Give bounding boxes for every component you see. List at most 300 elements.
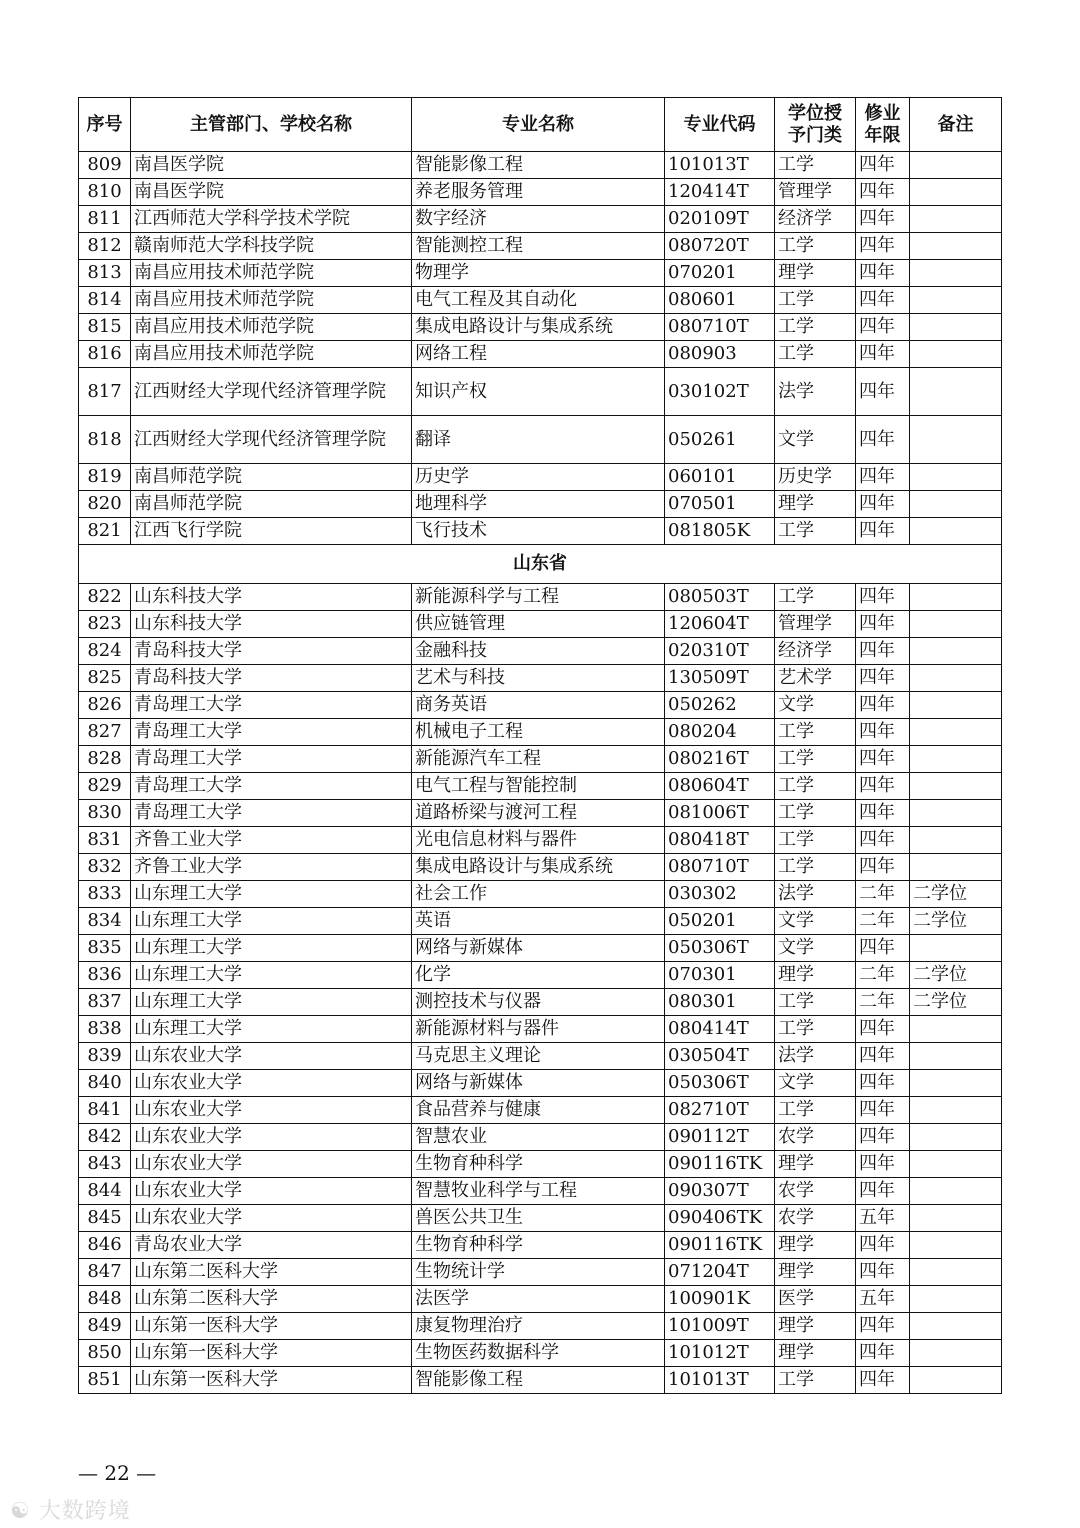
cell-note [910,314,1002,341]
cell-major: 金融科技 [412,638,665,665]
cell-no: 827 [79,719,131,746]
cell-major: 知识产权 [412,368,665,416]
table-row [79,800,1002,827]
cell-degree: 工学 [775,584,856,611]
cell-degree: 工学 [775,827,856,854]
cell-years: 四年 [856,416,910,464]
cell-code: 090307T [665,1178,775,1205]
cell-major: 道路桥梁与渡河工程 [412,800,665,827]
cell-years: 四年 [856,800,910,827]
cell-school: 赣南师范大学科技学院 [131,233,412,260]
cell-note [910,773,1002,800]
cell-school: 南昌应用技术师范学院 [131,314,412,341]
cell-degree: 文学 [775,416,856,464]
cell-major: 物理学 [412,260,665,287]
cell-degree: 理学 [775,1340,856,1367]
table-row [79,152,1002,179]
cell-degree: 理学 [775,1151,856,1178]
cell-no: 818 [79,416,131,464]
cell-major: 网络工程 [412,341,665,368]
cell-degree: 法学 [775,368,856,416]
cell-school: 江西飞行学院 [131,518,412,545]
cell-school: 山东理工大学 [131,935,412,962]
cell-no: 834 [79,908,131,935]
cell-note [910,1151,1002,1178]
cell-code: 130509T [665,665,775,692]
cell-note: 二学位 [910,989,1002,1016]
cell-code: 120604T [665,611,775,638]
cell-degree: 医学 [775,1286,856,1313]
cell-major: 网络与新媒体 [412,1070,665,1097]
cell-note [910,746,1002,773]
header-years-line1: 修业 [864,102,901,124]
cell-major: 智慧农业 [412,1124,665,1151]
cell-note [910,935,1002,962]
cell-degree: 文学 [775,692,856,719]
header-years [856,98,910,152]
cell-major: 新能源材料与器件 [412,1016,665,1043]
cell-years: 四年 [856,935,910,962]
cell-no: 847 [79,1259,131,1286]
cell-major: 生物育种科学 [412,1151,665,1178]
cell-code: 030302 [665,881,775,908]
cell-degree: 工学 [775,152,856,179]
cell-degree: 经济学 [775,638,856,665]
cell-years: 四年 [856,773,910,800]
cell-school: 南昌应用技术师范学院 [131,260,412,287]
header-major: 专业名称 [412,98,665,152]
cell-no: 815 [79,314,131,341]
cell-note: 二学位 [910,962,1002,989]
cell-major: 集成电路设计与集成系统 [412,854,665,881]
cell-school: 南昌师范学院 [131,464,412,491]
table-row [79,1286,1002,1313]
cell-years: 四年 [856,665,910,692]
cell-school: 山东科技大学 [131,584,412,611]
cell-note [910,1070,1002,1097]
cell-code: 050261 [665,416,775,464]
cell-degree: 历史学 [775,464,856,491]
cell-note [910,827,1002,854]
cell-note [910,287,1002,314]
table-row [79,260,1002,287]
cell-code: 081006T [665,800,775,827]
cell-no: 838 [79,1016,131,1043]
cell-major: 智能影像工程 [412,152,665,179]
cell-degree: 工学 [775,287,856,314]
cell-years: 四年 [856,464,910,491]
cell-code: 020310T [665,638,775,665]
cell-school: 山东农业大学 [131,1124,412,1151]
cell-note [910,233,1002,260]
cell-note [910,464,1002,491]
cell-no: 833 [79,881,131,908]
cell-no: 819 [79,464,131,491]
cell-degree: 管理学 [775,179,856,206]
cell-no: 809 [79,152,131,179]
cell-major: 智慧牧业科学与工程 [412,1178,665,1205]
cell-years: 四年 [856,1043,910,1070]
cell-code: 080710T [665,854,775,881]
cell-years: 四年 [856,1232,910,1259]
cell-code: 080604T [665,773,775,800]
cell-years: 四年 [856,1016,910,1043]
cell-years: 四年 [856,1070,910,1097]
cell-school: 山东理工大学 [131,989,412,1016]
cell-school: 山东理工大学 [131,1016,412,1043]
cell-major: 新能源科学与工程 [412,584,665,611]
cell-no: 836 [79,962,131,989]
cell-years: 四年 [856,1124,910,1151]
table-row [79,1124,1002,1151]
table-row [79,1259,1002,1286]
cell-major: 供应链管理 [412,611,665,638]
cell-years: 四年 [856,518,910,545]
majors-table-container [78,97,1001,1394]
cell-major: 生物育种科学 [412,1232,665,1259]
cell-code: 080418T [665,827,775,854]
cell-school: 青岛理工大学 [131,719,412,746]
cell-school: 南昌医学院 [131,152,412,179]
cell-code: 060101 [665,464,775,491]
cell-code: 101009T [665,1313,775,1340]
table-row [79,773,1002,800]
cell-major: 电气工程与智能控制 [412,773,665,800]
cell-code: 070501 [665,491,775,518]
cell-no: 822 [79,584,131,611]
cell-major: 英语 [412,908,665,935]
cell-no: 848 [79,1286,131,1313]
table-row [79,179,1002,206]
cell-school: 江西财经大学现代经济管理学院 [131,368,412,416]
cell-school: 山东农业大学 [131,1097,412,1124]
cell-major: 飞行技术 [412,518,665,545]
cell-code: 030102T [665,368,775,416]
cell-degree: 农学 [775,1178,856,1205]
cell-code: 050201 [665,908,775,935]
cell-degree: 法学 [775,881,856,908]
table-row [79,1232,1002,1259]
cell-degree: 工学 [775,1097,856,1124]
cell-school: 山东理工大学 [131,881,412,908]
cell-code: 080601 [665,287,775,314]
cell-major: 化学 [412,962,665,989]
cell-code: 101013T [665,1367,775,1394]
table-row [79,665,1002,692]
cell-years: 四年 [856,692,910,719]
header-code: 专业代码 [665,98,775,152]
cell-code: 080710T [665,314,775,341]
cell-degree: 理学 [775,491,856,518]
cell-years: 四年 [856,638,910,665]
cell-major: 生物统计学 [412,1259,665,1286]
cell-code: 080216T [665,746,775,773]
cell-code: 050262 [665,692,775,719]
cell-no: 831 [79,827,131,854]
cell-note [910,179,1002,206]
cell-school: 山东第一医科大学 [131,1340,412,1367]
cell-note: 二学位 [910,881,1002,908]
cell-school: 山东第一医科大学 [131,1367,412,1394]
table-row [79,233,1002,260]
cell-code: 101012T [665,1340,775,1367]
cell-note [910,1016,1002,1043]
cell-code: 071204T [665,1259,775,1286]
cell-degree: 理学 [775,1259,856,1286]
cell-school: 山东农业大学 [131,1178,412,1205]
cell-no: 826 [79,692,131,719]
cell-note [910,1124,1002,1151]
cell-no: 812 [79,233,131,260]
cell-code: 090112T [665,1124,775,1151]
cell-code: 090406TK [665,1205,775,1232]
cell-note [910,1043,1002,1070]
cell-code: 020109T [665,206,775,233]
cell-no: 844 [79,1178,131,1205]
table-row [79,206,1002,233]
cell-no: 842 [79,1124,131,1151]
cell-years: 四年 [856,1259,910,1286]
table-row [79,719,1002,746]
cell-no: 832 [79,854,131,881]
cell-years: 四年 [856,719,910,746]
cell-note [910,368,1002,416]
cell-code: 081805K [665,518,775,545]
header-school: 主管部门、学校名称 [131,98,412,152]
cell-degree: 经济学 [775,206,856,233]
cell-no: 837 [79,989,131,1016]
cell-school: 青岛理工大学 [131,746,412,773]
cell-degree: 工学 [775,1016,856,1043]
cell-note [910,1205,1002,1232]
cell-years: 四年 [856,287,910,314]
cell-degree: 工学 [775,233,856,260]
cell-no: 813 [79,260,131,287]
cell-note [910,1367,1002,1394]
cell-degree: 文学 [775,1070,856,1097]
cell-degree: 管理学 [775,611,856,638]
cell-no: 846 [79,1232,131,1259]
cell-major: 机械电子工程 [412,719,665,746]
cell-degree: 文学 [775,908,856,935]
cell-school: 青岛理工大学 [131,773,412,800]
cell-code: 030504T [665,1043,775,1070]
cell-years: 四年 [856,584,910,611]
cell-degree: 理学 [775,1232,856,1259]
cell-no: 824 [79,638,131,665]
table-row [79,881,1002,908]
cell-code: 050306T [665,1070,775,1097]
watermark [10,1494,131,1525]
cell-years: 四年 [856,1340,910,1367]
cell-years: 四年 [856,1313,910,1340]
cell-years: 二年 [856,962,910,989]
cell-school: 青岛科技大学 [131,638,412,665]
cell-years: 四年 [856,152,910,179]
cell-school: 南昌师范学院 [131,491,412,518]
cell-major: 智能测控工程 [412,233,665,260]
cell-note [910,491,1002,518]
cell-degree: 工学 [775,746,856,773]
cell-note [910,638,1002,665]
table-row [79,746,1002,773]
cell-no: 849 [79,1313,131,1340]
table-row [79,1178,1002,1205]
cell-years: 四年 [856,746,910,773]
cell-code: 090116TK [665,1232,775,1259]
cell-no: 820 [79,491,131,518]
cell-no: 851 [79,1367,131,1394]
cell-no: 841 [79,1097,131,1124]
header-years-line2: 年限 [864,124,901,146]
table-row [79,464,1002,491]
cell-note [910,416,1002,464]
header-note: 备注 [910,98,1002,152]
table-row [79,1313,1002,1340]
table-row [79,1151,1002,1178]
cell-school: 山东科技大学 [131,611,412,638]
cell-no: 817 [79,368,131,416]
cell-school: 山东理工大学 [131,908,412,935]
table-header-row [79,98,1002,152]
cell-major: 生物医药数据科学 [412,1340,665,1367]
table-row [79,611,1002,638]
cell-school: 山东农业大学 [131,1151,412,1178]
cell-note [910,1178,1002,1205]
cell-years: 四年 [856,368,910,416]
cell-major: 测控技术与仪器 [412,989,665,1016]
cell-note [910,341,1002,368]
cell-note [910,692,1002,719]
cell-code: 100901K [665,1286,775,1313]
cell-degree: 理学 [775,962,856,989]
cell-note [910,260,1002,287]
cell-note [910,1259,1002,1286]
cell-code: 080414T [665,1016,775,1043]
table-body [79,152,1002,1394]
cell-degree: 农学 [775,1205,856,1232]
cell-school: 江西师范大学科学技术学院 [131,206,412,233]
header-degree [775,98,856,152]
cell-code: 070301 [665,962,775,989]
cell-degree: 工学 [775,989,856,1016]
cell-note [910,1097,1002,1124]
table-row [79,1205,1002,1232]
cell-degree: 工学 [775,314,856,341]
cell-major: 养老服务管理 [412,179,665,206]
table-row [79,1097,1002,1124]
cell-degree: 农学 [775,1124,856,1151]
cell-note [910,1286,1002,1313]
cell-school: 南昌应用技术师范学院 [131,287,412,314]
section-title: 山东省 [79,545,1002,584]
header-degree-line1: 学位授 [788,102,842,124]
cell-note [910,719,1002,746]
cell-no: 811 [79,206,131,233]
table-row [79,908,1002,935]
cell-code: 080503T [665,584,775,611]
cell-code: 090116TK [665,1151,775,1178]
cell-no: 835 [79,935,131,962]
table-row [79,935,1002,962]
cell-years: 四年 [856,1178,910,1205]
cell-code: 080903 [665,341,775,368]
cell-note [910,854,1002,881]
table-row [79,1070,1002,1097]
table-row [79,1016,1002,1043]
table-row [79,989,1002,1016]
cell-degree: 艺术学 [775,665,856,692]
cell-major: 数字经济 [412,206,665,233]
cell-school: 齐鲁工业大学 [131,827,412,854]
cell-code: 101013T [665,152,775,179]
table-row [79,1340,1002,1367]
table-row [79,962,1002,989]
cell-school: 山东第二医科大学 [131,1259,412,1286]
cell-code: 080301 [665,989,775,1016]
cell-degree: 工学 [775,719,856,746]
cell-code: 080204 [665,719,775,746]
cell-years: 四年 [856,611,910,638]
cell-school: 山东农业大学 [131,1043,412,1070]
cell-degree: 工学 [775,341,856,368]
cell-school: 江西财经大学现代经济管理学院 [131,416,412,464]
table-row [79,584,1002,611]
cell-years: 四年 [856,1367,910,1394]
cell-no: 829 [79,773,131,800]
table-row [79,368,1002,416]
cell-school: 青岛理工大学 [131,692,412,719]
cell-no: 845 [79,1205,131,1232]
cell-note [910,206,1002,233]
cell-note [910,1313,1002,1340]
cell-note [910,152,1002,179]
cell-school: 山东第一医科大学 [131,1313,412,1340]
cell-school: 青岛科技大学 [131,665,412,692]
section-row [79,545,1002,584]
table-row [79,1367,1002,1394]
cell-major: 兽医公共卫生 [412,1205,665,1232]
table-row [79,416,1002,464]
table-row [79,314,1002,341]
cell-no: 825 [79,665,131,692]
cell-major: 网络与新媒体 [412,935,665,962]
cell-major: 食品营养与健康 [412,1097,665,1124]
cell-years: 四年 [856,1151,910,1178]
cell-code: 050306T [665,935,775,962]
table-row [79,1043,1002,1070]
cell-degree: 工学 [775,1367,856,1394]
cell-note [910,800,1002,827]
cell-degree: 工学 [775,773,856,800]
cell-note [910,665,1002,692]
cell-major: 新能源汽车工程 [412,746,665,773]
cell-years: 二年 [856,989,910,1016]
cell-degree: 理学 [775,1313,856,1340]
cell-years: 五年 [856,1205,910,1232]
cell-years: 四年 [856,206,910,233]
cell-major: 地理科学 [412,491,665,518]
header-no: 序号 [79,98,131,152]
cell-major: 社会工作 [412,881,665,908]
cell-years: 四年 [856,854,910,881]
cell-years: 四年 [856,260,910,287]
cell-major: 商务英语 [412,692,665,719]
cell-major: 光电信息材料与器件 [412,827,665,854]
table-row [79,827,1002,854]
cell-years: 五年 [856,1286,910,1313]
cell-note [910,518,1002,545]
